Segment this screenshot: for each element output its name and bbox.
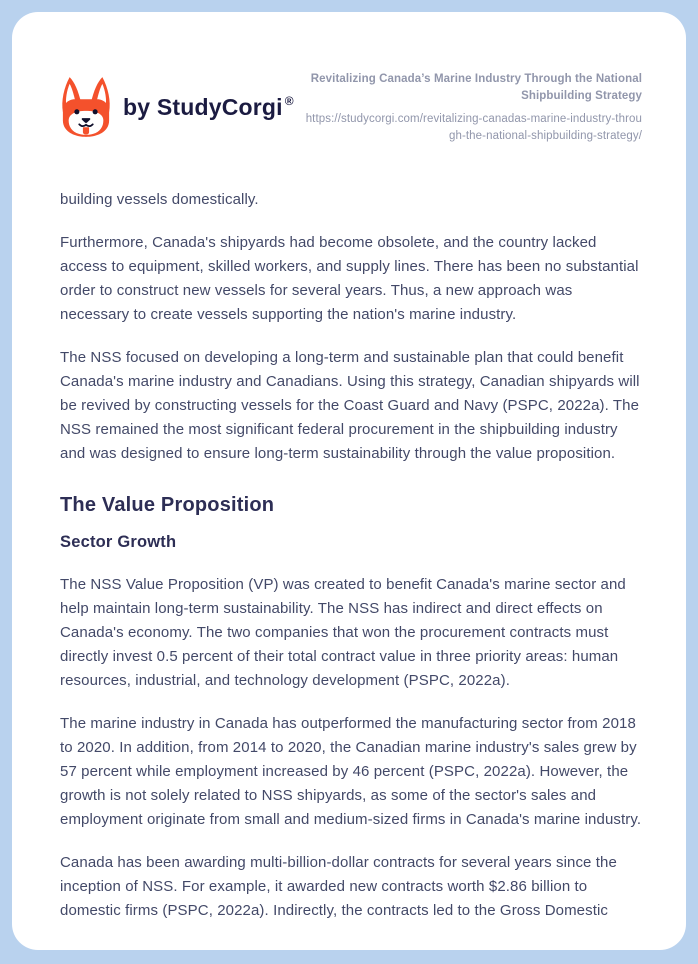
section-heading: The Value Proposition xyxy=(60,494,275,516)
subsection-heading: Sector Growth xyxy=(60,533,177,551)
paragraph: building vessels domestically. xyxy=(60,191,259,208)
document-meta xyxy=(300,68,642,144)
document-page xyxy=(12,12,686,950)
corgi-logo-icon xyxy=(60,76,112,138)
paragraph: Furthermore, Canada's shipyards had become obsolete, and the country lacked access to equipment, skilled workers, and supply lines. There has been no substantial order to construct new vessels for several years. Thus, a new approach was necessary to create vessels supporting the nation's marine industry. xyxy=(60,234,639,323)
paragraph: The NSS Value Proposition (VP) was created to benefit Canada's marine sector and help maintain long-term sustainability. The NSS has indirect and direct effects on Canada's economy. The two companies that won the procurement contracts must directly invest 0.5 percent of their total contract value in three priority areas: human resources, industrial, and technology development (PSPC, 2022a). xyxy=(60,576,626,689)
page-header xyxy=(60,68,642,144)
registered-trademark: ® xyxy=(284,93,294,108)
paragraph: Canada has been awarding multi-billion-dollar contracts for several years since the inception of NSS. For example, it awarded new contracts worth $2.86 billion to domestic firms (PSPC, 2022a). Indirectly, the contracts led to the Gross Domestic xyxy=(60,854,617,919)
document-url-link[interactable]: https://studycorgi.com/revitalizing-canadas-marine-industry-through-the-national-shipbuilding-strategy/ xyxy=(305,113,642,142)
brand-name: by StudyCorgi ® xyxy=(123,93,294,120)
paragraph: The marine industry in Canada has outperformed the manufacturing sector from 2018 to 2020. In addition, from 2014 to 2020, the Canadian marine industry's sales grew by 57 percent while employment increased by 46 percent (PSPC, 2022a). However, the growth is not solely related to NSS shipyards, as some of the sector's sales and employment originate from small and medium-sized firms in Canada's marine industry. xyxy=(60,715,642,828)
document-title: Revitalizing Canada’s Marine Industry Through the National Shipbuilding Strategy xyxy=(310,73,642,102)
brand-logo xyxy=(60,68,294,138)
paragraph: The NSS focused on developing a long-term and sustainable plan that could benefit Canada's marine industry and Canadians. Using this strategy, Canadian shipyards will be revived by constructing vessels for the Coast Guard and Navy (PSPC, 2022a). The NSS remained the most significant federal procurement in the shipbuilding industry and was designed to ensure long-term sustainability through the value proposition. xyxy=(60,349,640,462)
article-body xyxy=(60,188,642,923)
